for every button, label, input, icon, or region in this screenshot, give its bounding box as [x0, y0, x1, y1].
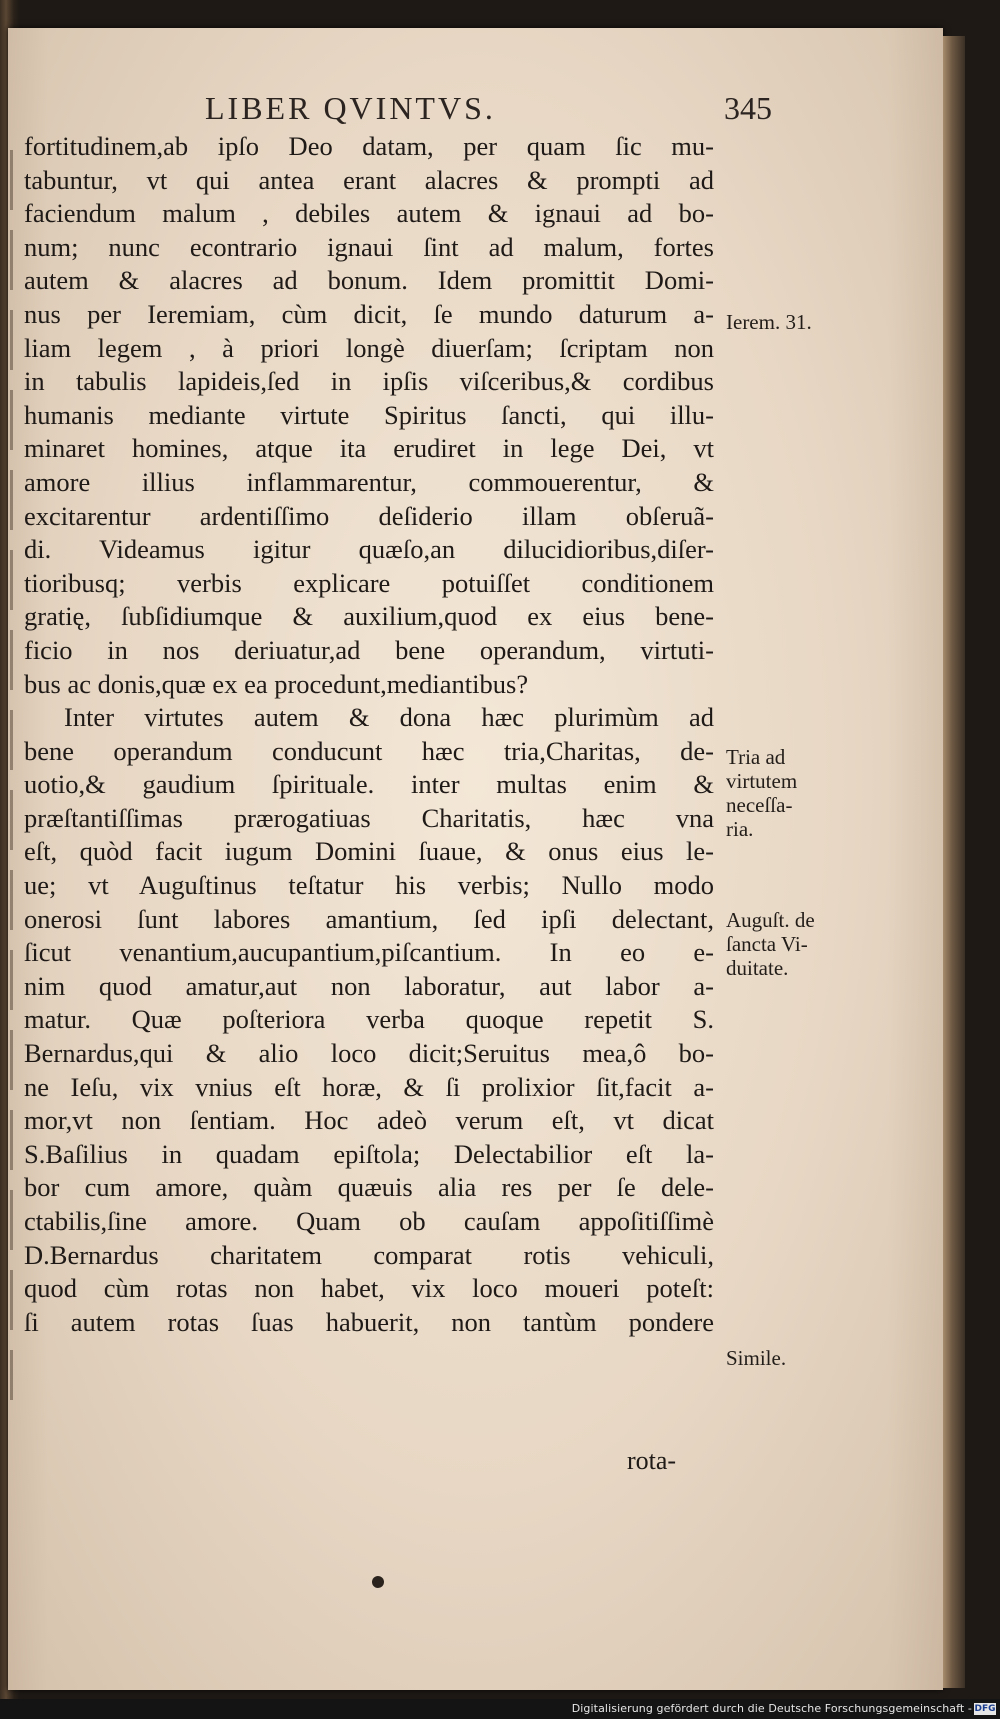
text-line: quod cùm rotas non habet, vix loco moueri poteſt: — [24, 1273, 714, 1304]
text-line: uotio,& gaudium ſpirituale. inter multas enim & — [24, 769, 714, 800]
text-line: mor,vt non ſentiam. Hoc adeò verum eſt, vt dicat — [24, 1105, 714, 1136]
dfg-logo: DFG — [974, 1704, 996, 1714]
text-line: D.Bernardus charitatem comparat rotis vehiculi, — [24, 1239, 714, 1270]
marginal-note-tria — [726, 745, 846, 841]
marginal-note-line: Ierem. 31. — [726, 310, 812, 334]
text-line: bor cum amore, quàm quæuis alia res per ſe dele- — [24, 1172, 714, 1203]
text-line: tabuntur, vt qui antea erant alacres & prompti ad — [24, 164, 714, 195]
page-fore-edge — [943, 36, 965, 1688]
text-line: matur. Quæ poſteriora verba quoque repetit S. — [24, 1004, 714, 1035]
text-line: autem & alacres ad bonum. Idem promittit Domi- — [24, 265, 714, 296]
text-line: ne Ieſu, vix vnius eſt horæ, & ſi prolixior ſit,facit a- — [24, 1071, 714, 1102]
text-line: ſicut venantium,aucupantium,piſcantium. In eo e- — [24, 937, 714, 968]
text-line: S.Baſilius in quadam epiſtola; Delectabilior eſt la- — [24, 1138, 714, 1169]
text-line: amore illius inflammarentur, commouerentur, & — [24, 466, 714, 497]
catchword: rota- — [627, 1446, 677, 1475]
text-line: gratię, ſubſidiumque & auxilium,quod ex eius bene- — [24, 601, 714, 632]
text-line: nim quod amatur,aut non laboratur, aut labor a- — [24, 970, 714, 1001]
marginal-note-august — [726, 908, 846, 980]
text-line: bene operandum conducunt hæc tria,Charitas, de- — [24, 735, 714, 766]
text-line: ſi autem rotas ſuas habuerit, non tantùm pondere — [24, 1306, 714, 1337]
text-line: humanis mediante virtute Spiritus ſancti, qui illu- — [24, 399, 714, 430]
body-text — [24, 130, 714, 1339]
text-line: eſt, quòd facit iugum Domini ſuaue, & onus eius le- — [24, 836, 714, 867]
marginal-note-line: Tria ad — [726, 745, 786, 769]
marginal-note-line: ſancta Vi- — [726, 932, 808, 956]
marginal-note-line: Simile. — [726, 1346, 787, 1370]
text-line: ue; vt Auguſtinus teſtatur his verbis; Nullo modo — [24, 870, 714, 901]
text-line: ctabilis,ſine amore. Quam ob cauſam appoſitiſſimè — [24, 1206, 714, 1236]
marginal-note-simile — [726, 1346, 846, 1370]
text-line: nus per Ieremiam, cùm dicit, ſe mundo daturum a- — [24, 298, 714, 329]
marginal-note-line: virtutem — [726, 769, 798, 793]
text-line: ficio in nos deriuatur,ad bene operandum, virtuti- — [24, 634, 714, 665]
text-line: num; nunc econtrario ignaui ſint ad malum, fortes — [24, 231, 714, 262]
text-line: fortitudinem,ab ipſo Deo datam, per quam ſic mu- — [24, 131, 714, 161]
text-line: excitarentur ardentiſſimo deſiderio illam obſeruã- — [24, 500, 714, 531]
text-line: præſtantiſſimas prærogatiuas Charitatis, hæc vna — [24, 802, 714, 833]
text-line: tioribusq; verbis explicare potuiſſet conditionem — [24, 567, 714, 598]
gutter-shadow — [10, 150, 13, 1400]
footer-credit: Digitalisierung gefördert durch die Deutsche Forschungsgemeinschaft - — [571, 1702, 972, 1715]
text-line: Bernardus,qui & alio loco dicit;Seruitus mea,ô bo- — [24, 1038, 714, 1069]
digitization-footer — [0, 1699, 1000, 1719]
marginal-note-line: ria. — [726, 817, 754, 841]
text-line: in tabulis lapideis,ſed in ipſis viſceribus,& cordibus — [24, 366, 714, 397]
marginal-note-line: duitate. — [726, 956, 789, 980]
text-line: minaret homines, atque ita erudiret in lege Dei, vt — [24, 433, 714, 464]
running-head: LIBER QVINTVS. — [205, 90, 496, 126]
text-line: Inter virtutes autem & dona hæc plurimùm ad — [64, 702, 714, 733]
ink-blot — [372, 1576, 384, 1588]
text-line: onerosi ſunt labores amantium, ſed ipſi delectant, — [24, 903, 714, 934]
marginal-note-line: neceſſa- — [726, 793, 793, 817]
marginal-note-ierem — [726, 310, 846, 334]
text-line: di. Videamus igitur quæſo,an dilucidioribus,diſer- — [24, 534, 714, 565]
text-line: faciendum malum , debiles autem & ignaui ad bo- — [24, 198, 714, 229]
text-line: bus ac donis,quæ ex ea procedunt,mediantibus? — [24, 668, 529, 699]
page-number: 345 — [724, 90, 772, 126]
text-line: liam legem , à priori longè diuerſam; ſcriptam non — [24, 332, 714, 363]
marginal-note-line: Auguſt. de — [726, 908, 815, 932]
